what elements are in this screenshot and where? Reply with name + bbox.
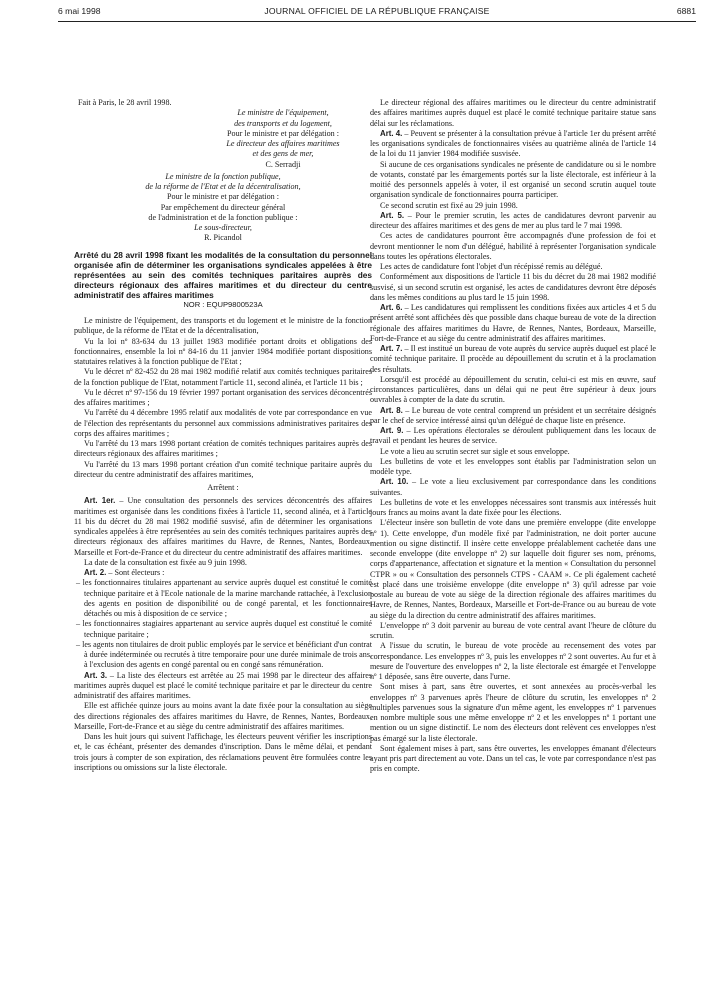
signatory-line: Le sous-directeur, <box>194 223 252 232</box>
article-paragraph: L'enveloppe nº 3 doit parvenir au bureau de vote central avant l'heure de clôture du scrutin. <box>370 620 656 640</box>
article-text: – Les candidatures qui remplissent les conditions fixées aux articles 4 et 5 du présent arrêté sont affichées dès que possible dans chaque bureau de vote de la direction régionale des affaires maritimes du Havre, de Rennes, Nantes, Bordeaux, Marseille, Fort-de-France et au siège du centre administratif des affaires maritimes. <box>370 303 656 343</box>
left-column <box>74 98 372 773</box>
article-3 <box>74 671 372 702</box>
article-paragraph: Sont également mises à part, sans être ouvertes, les enveloppes émanant d'électeurs ayant pris part directement au vote. Dans un tel cas, le vote par correspondance n'est pas pris en compte. <box>370 743 656 774</box>
article-paragraph: Les bulletins de vote et les enveloppes nécessaires sont transmis aux intéressés huit jours francs au moins avant la date fixée pour les élections. <box>370 497 656 517</box>
preamble-paragraph: Vu l'arrêté du 13 mars 1998 portant création d'un comité technique paritaire auprès du directeur du centre administratif des affaires maritimes, <box>74 459 372 479</box>
signatory-name: C. Serradji <box>265 159 301 169</box>
article-4 <box>370 129 656 160</box>
article-7 <box>370 344 656 375</box>
signatory-line: des transports et du logement, <box>234 118 332 128</box>
list-item: – les fonctionnaires titulaires appartenant au service auprès duquel est constitué le comité technique paritaire et à l'Ecole nationale de la marine marchande rattachée, à l'exclusion des agents en position de disponibilité ou de congé parental, et les fonctionnaires détachés ou mis à disposition de ce service ; <box>74 578 372 619</box>
article-text: – Sont électeurs : <box>106 568 165 578</box>
preamble-paragraph: Vu l'arrêté du 4 décembre 1995 relatif aux modalités de vote par correspondance en vue de l'élection des représentants du personnel aux commissions administratives paritaires des corps des affaires maritimes ; <box>74 408 372 438</box>
signatory-line: de la réforme de l'Etat et de la décentralisation, <box>145 182 301 191</box>
article-heading: Art. 10. <box>380 477 409 487</box>
article-heading: Art. 8. <box>380 405 403 415</box>
signature-date: Fait à Paris, le 28 avril 1998. <box>78 98 172 107</box>
right-column <box>370 98 656 775</box>
preamble-paragraph: Vu le décret nº 97-156 du 19 février 1997 portant organisation des services déconcentrés des affaires maritimes ; <box>74 387 372 408</box>
article-1 <box>74 496 372 558</box>
article-8 <box>370 406 656 427</box>
signatory-line: Pour le ministre et par délégation : <box>167 192 279 202</box>
list-item: – les fonctionnaires stagiaires appartenant au service auprès duquel est constitué le comité technique paritaire ; <box>74 619 372 640</box>
article-paragraph: Le vote a lieu au scrutin secret sur sigle et sous enveloppe. <box>380 446 570 456</box>
article-text: – Peuvent se présenter à la consultation prévue à l'article 1er du présent arrêté les organisations syndicales de fonctionnaires visées au quatrième alinéa de l'article 14 de la loi du 11 janvier 1984 modifiée susvisée. <box>370 128 656 159</box>
article-heading: Art. 7. <box>380 344 403 353</box>
article-text: – Il est institué un bureau de vote auprès du service auprès duquel est placé le comité technique paritaire. Il procède au dépouillement du scrutin et à la proclamation des résultats. <box>370 344 656 374</box>
article-text: – Le vote a lieu exclusivement par correspondance dans les conditions suivantes. <box>370 477 656 497</box>
article-heading: Art. 3. <box>84 670 108 680</box>
article-paragraph: Si aucune de ces organisations syndicales ne présente de candidature ou si le nombre de votants, constaté par les émargements portés sur la liste électorale, est inférieur à la moitié des personnels appelés à voter, il est organisé un second scrutin auquel toute organisation syndicale de fonctionnaires pourra participer. <box>370 159 656 200</box>
header-journal-title: JOURNAL OFFICIEL DE LA RÉPUBLIQUE FRANÇAISE <box>264 6 490 16</box>
signatory-line: Le ministre de l'équipement, <box>237 108 329 118</box>
running-header <box>58 6 696 20</box>
article-text: – La liste des électeurs est arrêtée au 25 mai 1998 par le directeur des affaires maritimes auprès duquel est placé le comité technique paritaire et par le directeur du centre administratif des affaires maritimes. <box>74 670 373 701</box>
signature-block-2 <box>74 172 372 244</box>
article-heading: Art. 1er. <box>84 496 116 506</box>
article-paragraph: Conformément aux dispositions de l'article 11 bis du décret du 28 mai 1982 modifié susvisé, si un second scrutin est organisé, les actes de candidatures devront être déposés dans les mêmes conditions au plus tard le 15 juin 1998. <box>370 272 656 302</box>
article-text: – Les opérations électorales se déroulent publiquement dans les locaux de travail et pendant les heures de service. <box>370 426 656 446</box>
signatory-line: Pour le ministre et par délégation : <box>227 128 339 138</box>
nor-reference: NOR : EQUP9800523A <box>183 299 263 309</box>
article-heading: Art. 2. <box>84 568 107 578</box>
article-2 <box>74 568 372 578</box>
signatory-line: Le ministre de la fonction publique, <box>165 171 281 181</box>
article-6 <box>370 303 656 344</box>
article-paragraph: Sont mises à part, sans être ouvertes, et sont annexées au procès-verbal les enveloppes nº 3 parvenues après l'heure de clôture du scrutin, les enveloppes nº 2 multiples parvenues sous la signature d'un même agent, les enveloppes nº 1 parvenues en nombre multiple sous une même enveloppe nº 2 et les enveloppes nº 1 portant une mention ou un signe distinctif. Le nom des électeurs dont relèvent ces enveloppes n'est pas émargé sur la liste électorale. <box>370 682 656 743</box>
arretent-heading: Arrêtent : <box>207 483 239 493</box>
article-paragraph: L'électeur insère son bulletin de vote dans une première enveloppe (dite enveloppe nº 1). Cette enveloppe, d'un modèle fixé par l'administration, ne doit porter aucune mention ou signe distinctif. Il insère cette enveloppe préalablement cachetée dans une seconde enveloppe (dite enveloppe nº 2) sur laquelle doit figurer ses nom, prénoms, corps d'appartenance, affectation et signature et la mention « Consultation du personnel CTPR » ou « Consultation des personnels CTPS - CAAM ». Ce pli également cacheté est placé dans une troisième enveloppe (dite enveloppe nº 3) qu'il adresse par voie postale au bureau de vote au siège de la direction régionale des affaires maritimes du Havre, de Rennes, Nantes, Bordeaux, Marseille et Fort-de-France ou au bureau de vote au siège du la direction du centre administratif des affaires maritimes. <box>370 518 656 620</box>
article-heading: Art. 9. <box>380 426 404 435</box>
article-heading: Art. 5. <box>380 210 405 220</box>
header-rule <box>58 21 696 22</box>
article-paragraph: Elle est affichée quinze jours au moins avant la date fixée pour la consultation au siège des directions régionales des affaires maritimes du Havre, de Rennes, Nantes, Bordeaux, Marseille, Fort-de-France et au siège du centre administratif des affaires maritimes. <box>74 701 372 731</box>
header-date: 6 mai 1998 <box>58 6 101 16</box>
article-paragraph: Les bulletins de vote et les enveloppes sont établis par l'administration selon un modèle type. <box>370 456 656 476</box>
article-paragraph: Dans les huit jours qui suivent l'affichage, les électeurs peuvent vérifier les inscriptions et, le cas échéant, présenter des demandes d'inscription. Dans le même délai, et pendant trois jours à compter de son expiration, des réclamations peuvent être formulées contre les inscriptions ou omissions sur la liste électorale. <box>74 732 372 772</box>
list-item: – les agents non titulaires de droit public employés par le service et bénéficiant d'un contrat à durée indéterminée ou recrutés à titre temporaire pour une durée minimale de trois ans, à l'exclusion des agents en congé parental ou en congé sans rémunération. <box>74 640 372 671</box>
article-paragraph: Les actes de candidature font l'objet d'un récépissé remis au délégué. <box>380 262 603 271</box>
signatory-line: de l'administration et de la fonction publique : <box>148 212 298 222</box>
signatory-line: Le directeur des affaires maritimes <box>226 139 340 148</box>
decree-title: Arrêté du 28 avril 1998 fixant les modalités de la consultation du personnel organisée afin de déterminer les organisations syndicales appelées à être représentées au sein des comités techniques paritaires auprès des directeurs régionaux des affaires maritimes et du directeur du centre administratif des affaires maritimes <box>74 249 372 300</box>
article-5 <box>370 211 656 232</box>
preamble-paragraph: Le ministre de l'équipement, des transports et du logement et le ministre de la fonction publique, de la réforme de l'Etat et de la décentralisation, <box>74 316 372 336</box>
header-page-number: 6881 <box>676 6 696 16</box>
article-text: – Pour le premier scrutin, les actes de candidatures devront parvenir au directeur des affaires maritimes et des gens de mer au plus tard le 7 mai 1998. <box>370 210 656 230</box>
article-paragraph: A l'issue du scrutin, le bureau de vote procède au recensement des votes par correspondance. Les enveloppes nº 3, puis les enveloppes nº 2 sont ouvertes. Au fur et à mesure de l'ouverture des enveloppes nº 2, la liste électorale est émargée et l'enveloppe nº 1 déposée, sans être ouverte, dans l'urne. <box>370 641 656 681</box>
signatory-line: et des gens de mer, <box>252 149 314 159</box>
article-heading: Art. 4. <box>380 128 403 138</box>
article-paragraph: Ces actes de candidatures pourront être accompagnés d'une profession de foi et devront mentionner le nom d'un délégué, habilité à représenter l'organisation syndicale dans toutes les opérations électorales. <box>370 231 656 261</box>
article-paragraph: Lorsqu'il est procédé au dépouillement du scrutin, celui-ci est mis en œuvre, sauf circonstances particulières, dans un délai qui ne peut être supérieur à deux jours ouvrables à compter de la date du scrutin. <box>370 374 656 405</box>
signatory-name: R. Picandol <box>204 233 242 243</box>
article-paragraph: La date de la consultation est fixée au 9 juin 1998. <box>84 557 247 567</box>
preamble-paragraph: Vu le décret nº 82-452 du 28 mai 1982 modifié relatif aux comités techniques paritaires de la fonction publique de l'Etat, notamment l'article 11, second alinéa, et l'article 11 bis ; <box>74 367 372 387</box>
preamble-paragraph: Vu la loi nº 83-634 du 13 juillet 1983 modifiée portant droits et obligations des fonctionnaires, ensemble la loi nº 84-16 du 11 janvier 1984 modifiée portant dispositions statutaires relatives à la fonction publique de l'Etat ; <box>74 336 372 367</box>
signatory-line: Par empêchement du directeur général <box>160 202 286 212</box>
preamble-paragraph: Vu l'arrêté du 13 mars 1998 portant création de comités techniques paritaires auprès des directeurs régionaux des affaires maritimes ; <box>74 439 372 459</box>
article-10 <box>370 477 656 498</box>
article-heading: Art. 6. <box>380 303 403 312</box>
article-text: – Une consultation des personnels des services déconcentrés des affaires maritimes est organisée dans les conditions fixées à l'article 11, second alinéa, et à l'article 11 bis du décret du 28 mai 1982 modifié susvisé, afin de déterminer les organisations syndicales appelées à être représentées au sein des comités techniques paritaires auprès des directeurs régionaux des affaires maritimes du Havre, de Rennes, Nantes, Bordeaux, Marseille et Fort-de-France et du directeur du centre administratif des affaires maritimes. <box>74 496 372 557</box>
article-paragraph: Ce second scrutin est fixé au 29 juin 1998. <box>380 200 518 210</box>
article-paragraph: Le directeur régional des affaires maritimes ou le directeur du centre administratif des affaires maritimes auprès duquel est placé le comité technique paritaire statue sans délai sur les réclamations. <box>370 98 656 128</box>
signature-block-1 <box>74 108 372 170</box>
article-text: – Le bureau de vote central comprend un président et un secrétaire désignés par le chef de service intéressé ainsi qu'un délégué de chaque liste en présence. <box>370 405 656 425</box>
article-9 <box>370 426 656 447</box>
